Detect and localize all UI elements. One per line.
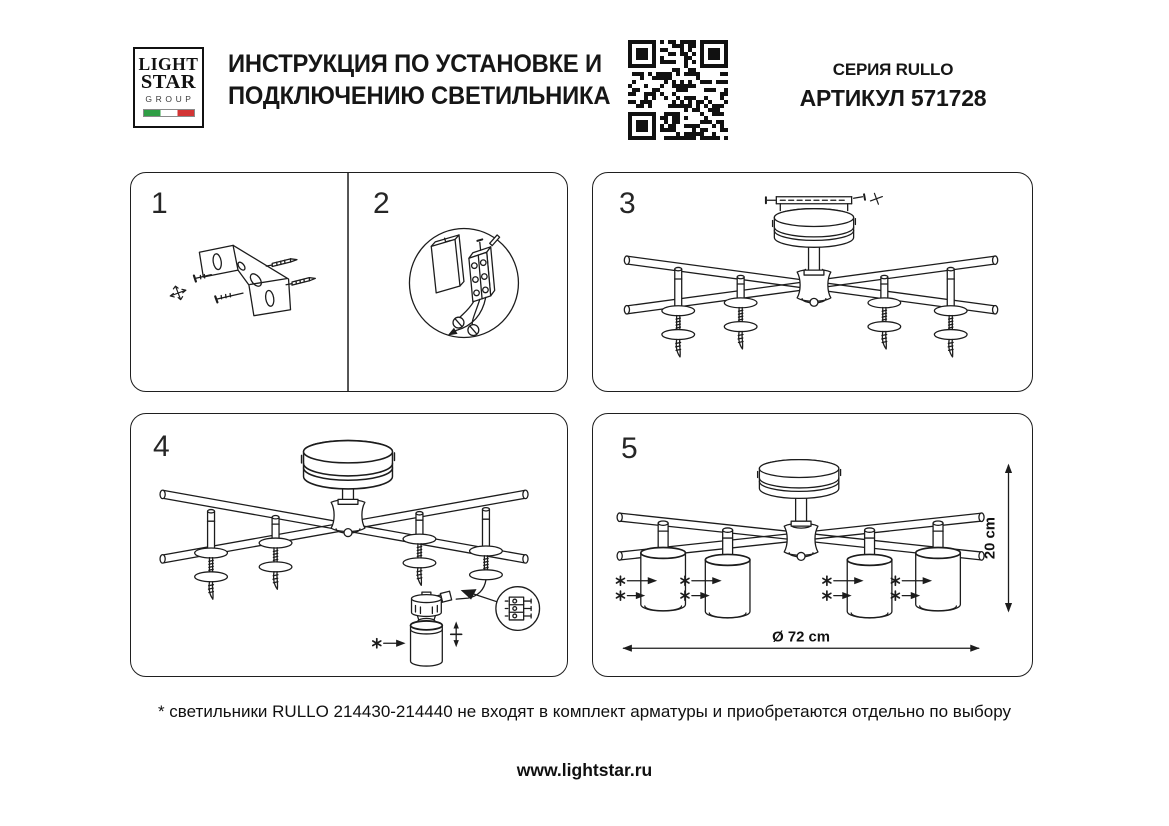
step1-step2-drawing	[131, 173, 567, 391]
step4-drawing	[131, 414, 567, 676]
website-url: www.lightstar.ru	[516, 760, 653, 780]
logo-text-group: GROUP	[145, 94, 195, 105]
move-cross-icon	[170, 286, 186, 299]
installation-step-panel-4	[130, 413, 568, 677]
logo-text-star: STAR	[140, 70, 197, 93]
height-label: 20 cm	[982, 516, 999, 560]
dowel-icon	[266, 259, 297, 267]
series-label: СЕРИЯ RULLO	[832, 60, 954, 79]
terminal-detail-art	[461, 587, 540, 631]
mounting-bar-art	[766, 193, 882, 210]
page-title-line2: ПОДКЛЮЧЕНИЮ СВЕТИЛЬНИКА	[228, 81, 611, 110]
step-number-4: 4	[153, 430, 170, 463]
ceiling-canopy	[758, 460, 841, 499]
installation-step-panel-5	[592, 413, 1033, 677]
page-title	[228, 49, 610, 112]
wiring-detail-art	[409, 228, 518, 338]
screw-icon	[215, 293, 243, 302]
logo-text-light: LIGHT	[138, 54, 199, 74]
fixture-hub	[784, 522, 818, 560]
move-vertical-icon	[451, 621, 462, 647]
step-number-5: 5	[621, 432, 638, 465]
italian-flag-icon	[143, 109, 195, 117]
step3-drawing	[593, 173, 1032, 391]
step-number-1: 1	[151, 187, 168, 220]
lightstar-logo	[133, 47, 204, 128]
dowel-icon	[286, 278, 315, 286]
footnote: * светильники RULLO 214430-214440 не входят в комплект арматуры и приобретаются отдельно по выбору	[157, 702, 1012, 721]
mounting-bracket-art	[199, 245, 290, 315]
lamp-unit-art	[411, 592, 443, 666]
article-label: АРТИКУЛ 571728	[799, 85, 987, 111]
product-info	[788, 60, 998, 112]
move-cross-icon	[870, 193, 882, 204]
step5-drawing	[593, 414, 1032, 676]
diameter-label: Ø 72 cm	[772, 629, 831, 646]
asterisk-marker	[373, 639, 406, 648]
qr-code-icon	[628, 40, 728, 140]
diameter-dimension	[622, 629, 979, 652]
page-title-line1: ИНСТРУКЦИЯ ПО УСТАНОВКЕ И	[228, 50, 602, 78]
installation-step-panel-1-2	[130, 172, 568, 392]
installation-step-panel-3	[592, 172, 1033, 392]
step-number-2: 2	[373, 187, 390, 220]
ceiling-canopy	[773, 209, 856, 248]
height-dimension	[983, 464, 1012, 613]
lamp-holders	[195, 534, 503, 599]
ceiling-canopy	[302, 441, 395, 489]
step-number-3: 3	[619, 187, 636, 220]
